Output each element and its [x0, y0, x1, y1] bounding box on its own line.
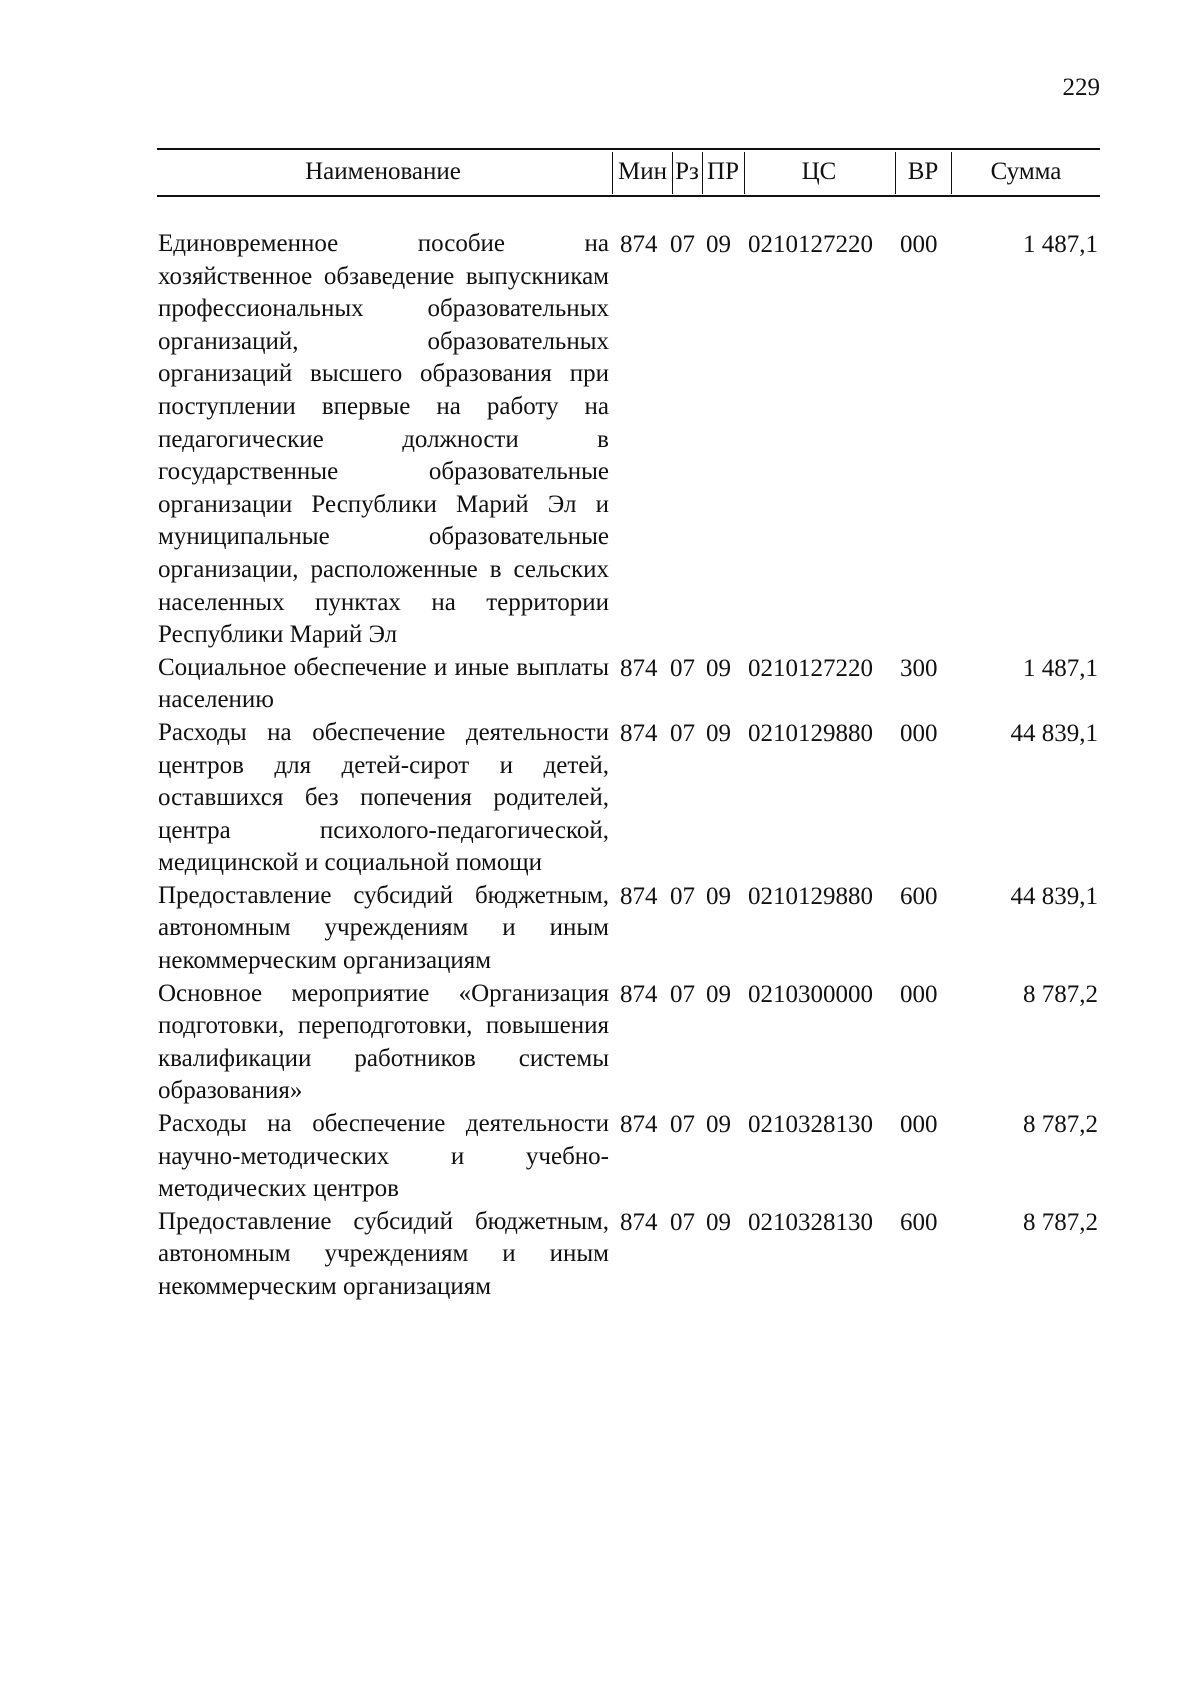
row-sum: 1 487,1	[1023, 654, 1098, 682]
row-sum: 8 787,2	[1023, 1208, 1098, 1236]
row-pr: 09	[706, 980, 731, 1008]
row-min: 874	[620, 719, 658, 747]
row-pr: 09	[706, 719, 731, 747]
row-pr: 09	[706, 1111, 731, 1139]
table-row	[0, 228, 1200, 652]
row-min: 874	[620, 1111, 658, 1139]
column-header-vr: ВР	[907, 158, 939, 185]
table-row	[0, 652, 1200, 717]
row-cs: 0210127220	[748, 654, 873, 682]
row-rz: 07	[670, 1111, 695, 1139]
row-pr: 09	[706, 654, 731, 682]
row-rz: 07	[670, 654, 695, 682]
row-vr: 000	[900, 980, 938, 1008]
table-body	[0, 228, 1200, 1304]
row-rz: 07	[670, 1208, 695, 1236]
table-row	[0, 717, 1200, 880]
table-row	[0, 1206, 1200, 1304]
row-sum: 8 787,2	[1023, 980, 1098, 1008]
row-vr: 000	[900, 1111, 938, 1139]
row-min: 874	[620, 882, 658, 910]
row-name: Предоставление субсидий бюджетным, автономным учреждениям и иным некоммерческим организациям	[158, 881, 609, 975]
row-cs: 0210129880	[748, 719, 873, 747]
row-name: Предоставление субсидий бюджетным, автономным учреждениям и иным некоммерческим организациям	[158, 1207, 609, 1300]
row-sum: 44 839,1	[1010, 719, 1098, 747]
table-row	[0, 880, 1200, 978]
header-bottom-rule	[157, 195, 1100, 197]
row-min: 874	[620, 654, 658, 682]
row-cs: 0210129880	[748, 882, 873, 910]
column-header-pr: ПР	[707, 158, 739, 185]
row-rz: 07	[670, 719, 695, 747]
row-min: 874	[620, 980, 658, 1008]
row-pr: 09	[706, 231, 731, 258]
row-vr: 600	[900, 882, 938, 910]
row-name: Расходы на обеспечение деятельности научно-методических и учебно-методических центров	[158, 1110, 609, 1203]
column-header-min: Мин	[618, 158, 667, 185]
row-rz: 07	[670, 980, 695, 1008]
row-name: Социальное обеспечение и иные выплаты населению	[158, 653, 609, 714]
row-rz: 07	[670, 882, 695, 910]
table-row	[0, 1108, 1200, 1206]
row-rz: 07	[670, 231, 695, 258]
column-header-sum: Сумма	[990, 158, 1062, 185]
row-name: Расходы на обеспечение деятельности центров для детей-сирот и детей, оставшихся без попечения родителей, центра психолого-педагогической, медицинской и социальной помощи	[158, 718, 609, 877]
row-name: Основное мероприятие «Организация подготовки, переподготовки, повышения квалификации работников системы образования»	[158, 979, 609, 1105]
row-min: 874	[620, 1208, 658, 1236]
page-number: 229	[1062, 74, 1100, 101]
row-cs: 0210328130	[748, 1111, 873, 1139]
column-header-cs: ЦС	[801, 158, 837, 185]
row-pr: 09	[706, 882, 731, 910]
row-cs: 0210300000	[748, 980, 873, 1008]
column-header-rz: Рз	[675, 158, 699, 185]
column-header-name: Наименование	[305, 158, 461, 185]
row-vr: 000	[900, 231, 938, 258]
row-vr: 600	[900, 1208, 938, 1236]
row-vr: 000	[900, 719, 938, 747]
row-cs: 0210127220	[748, 231, 873, 258]
row-name: Единовременное пособие на хозяйственное обзаведение выпускникам профессиональных образовательных организаций, образовательных организаций высшего образования при поступлении впервые на работу на педагогические должности в государственные образовательные организации Республики Марий Эл и муниципальные образовательные организации, расположенные в сельских населенных пунктах на территории Республики Марий Эл	[158, 230, 609, 649]
row-vr: 300	[900, 654, 938, 682]
row-sum: 44 839,1	[1010, 882, 1098, 910]
row-min: 874	[620, 231, 658, 258]
table-row	[0, 978, 1200, 1108]
row-sum: 8 787,2	[1023, 1111, 1098, 1139]
row-pr: 09	[706, 1208, 731, 1236]
row-cs: 0210328130	[748, 1208, 873, 1236]
header-top-rule	[157, 148, 1100, 150]
row-sum: 1 487,1	[1023, 231, 1098, 258]
